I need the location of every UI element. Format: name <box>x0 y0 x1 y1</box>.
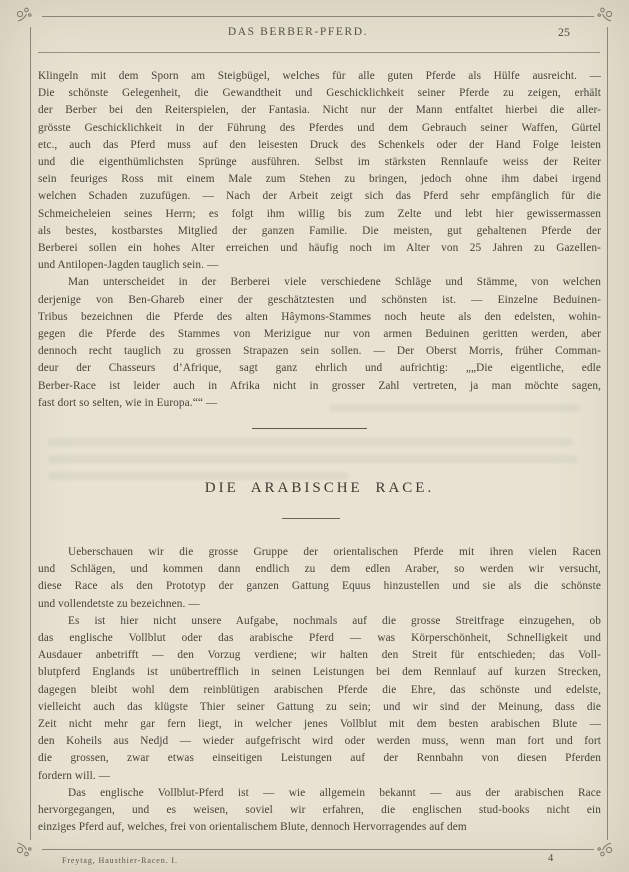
text-line: deur der Chasseurs d’Afrique, sagt ganz ehrlich und aufrichtig: „„Die eigentliche, edle <box>38 362 601 375</box>
corner-ornament-icon <box>593 5 615 27</box>
text-line: Klingeln mit dem Sporn am Steigbügel, welches für alle guten Pferde als Hülfe ausreicht. — <box>38 70 601 82</box>
text-line: und Schlägen, und kommen dann endlich zu dem edlen Araber, so werden wir versucht, <box>38 563 601 576</box>
text-line: grösste Geschicklichkeit in der Führung des Pferdes und dem Gebrauch seiner Waffen, Gürtel <box>38 121 601 134</box>
footer-sheet-number: 4 <box>548 853 554 864</box>
text-line: Ueberschauen wir die grosse Gruppe der orientalischen Pferde mit ihren vielen Racen <box>68 546 601 558</box>
body-text-berber-section <box>38 68 601 412</box>
text-line: dennoch recht tauglich zu grossen Strapazen sein sollen. — Der Oberst Morris, früher Comman- <box>38 345 601 358</box>
paragraph <box>38 613 601 785</box>
corner-ornament-icon <box>593 837 615 859</box>
text-line: hervorgegangen, und es weisen, soviel wir erfahren, die englischen stud-books nicht ein <box>38 804 601 817</box>
section-divider-rule <box>252 428 367 429</box>
paragraph <box>38 274 601 412</box>
frame-border-left <box>30 27 31 840</box>
text-line: Berber-Race ist leider auch in Afrika nicht in grosser Zahl vertreten, ja man möchte sagen, <box>38 379 601 392</box>
page-showthrough <box>330 404 580 412</box>
frame-border-right <box>607 27 608 840</box>
text-line: Zeit nicht mehr gar fern liegt, in welcher jenes Vollblut mit dem besten arabischen Blute — <box>38 718 601 731</box>
text-line: und Antilopen-Jagden tauglich sein. — <box>38 259 219 272</box>
text-line: einziges Pferd auf, welches, frei von orientalischem Blute, dennoch Hervorragendes auf dem <box>38 821 467 834</box>
text-line: und vollendetste zu bezeichnen. — <box>38 597 200 610</box>
page-number: 25 <box>558 25 570 39</box>
heading-underline-rule <box>282 518 340 519</box>
frame-border-top <box>42 16 594 17</box>
text-line: Tribus bezeichnen die Pferde des alten Hâymons-Stammes noch heute als den edelsten, wohin- <box>38 310 601 323</box>
corner-ornament-icon <box>14 837 36 859</box>
text-line: diese Race als den Prototyp der ganzen Gattung Equus hinzustellen und sie als die schönste <box>38 580 601 593</box>
text-line: Die schönste Gelegenheit, die Gewandtheit und Geschicklichkeit seiner Pferde zu zeigen, erhält <box>38 87 601 100</box>
text-line: blutpferd Englands ist unübertrefflich in seinen Leistungen bei dem Rennlauf auf kurzen Strecken, <box>38 666 601 679</box>
text-line: etc., auch das Pferd muss auf den leisesten Druck des Schenkels oder der Hand Folge leisten <box>38 138 601 151</box>
footer-signature: Freytag, Hausthier-Racen. I. <box>62 856 178 865</box>
text-line: vielleicht auch das klügste Thier seiner Gattung zu sein; und wir sind der Meinung, dass die <box>38 700 601 713</box>
text-line: als bestes, kostbarstes Mitglied der ganzen Familie. Die meisten, gut gehaltenen Pferde der <box>38 224 601 237</box>
text-line: derjenige von Ben-Ghareb einer der geschätztesten und schönsten ist. — Einzelne Beduinen- <box>38 293 601 306</box>
text-line: Berberei sollen ein hohes Alter erreichen und häufig noch im Alter von 25 Jahren zu Gazellen- <box>38 242 601 255</box>
text-line: gegen die Pferde des Stammes von Merizigue nur von armen Beduinen geritten werden, aber <box>38 328 601 341</box>
paragraph <box>38 544 601 613</box>
text-line: die grossen, zwar etwas einseitigen Leistungen auf der Rennbahn von diesen Pferden <box>38 752 601 765</box>
paragraph <box>38 68 601 274</box>
text-line: fast dort so selten, wie in Europa.““ — <box>38 396 218 409</box>
text-line: dagegen bleibt wohl dem reinblütigen arabischen Pferde die Ehre, das schönste und edelste, <box>38 683 601 696</box>
running-header-title: DAS BERBER-PFERD. <box>227 26 369 38</box>
text-line: Schmeicheleien seines Herrn; es folgt ihm willig bis zum Zelte und lebt hier gewissermassen <box>38 207 601 220</box>
corner-ornament-icon <box>14 5 36 27</box>
paragraph <box>38 785 601 837</box>
text-line: und die eigenthümlichsten Sprünge ausführen. Selbst im stärksten Rennlaufe weiss der Reiter <box>38 156 601 169</box>
page-showthrough <box>48 438 573 446</box>
text-line: Man unterscheidet in der Berberei viele verschiedene Schläge und Stämme, von welchen <box>68 276 601 289</box>
text-line: das englische Vollblut oder das arabische Pferd — was Körperschönheit, Schnelligkeit und <box>38 632 601 645</box>
page-showthrough <box>48 455 578 463</box>
text-line: fordern will. — <box>38 769 111 782</box>
header-rule <box>38 52 600 53</box>
text-line: der Berber bei den Reiterspielen, der Fantasia. Nicht nur der Mann entfaltet hierbei die aller- <box>38 104 601 117</box>
text-line: Das englische Vollblut-Pferd ist — wie allgemein bekannt — aus der arabischen Race <box>68 786 601 799</box>
section-heading: DIE ARABISCHE RACE. <box>204 480 435 496</box>
text-line: welchen Schaden zuzufügen. — Nach der Arbeit zeigt sich das Pferd sehr empfänglich für die <box>38 190 601 203</box>
text-line: sein feuriges Ross mit einem Male zum Stehen zu bringen, jedoch ohne ihm dabei irgend <box>38 173 601 186</box>
page-showthrough <box>48 472 348 480</box>
body-text-arab-section <box>38 544 601 836</box>
text-line: den Koheils aus Nedjd — wieder aufgefrischt wird oder werden muss, wenn man fort und fort <box>38 735 601 748</box>
text-line: Es ist hier nicht unsere Aufgabe, nochmals auf die grosse Streitfrage einzugehen, ob <box>68 614 601 627</box>
frame-border-bottom <box>42 849 594 850</box>
text-line: Ausdauer anbetrifft — den Vorzug verdiene; wir halten den Streit für entschieden; das Voll- <box>38 649 601 662</box>
